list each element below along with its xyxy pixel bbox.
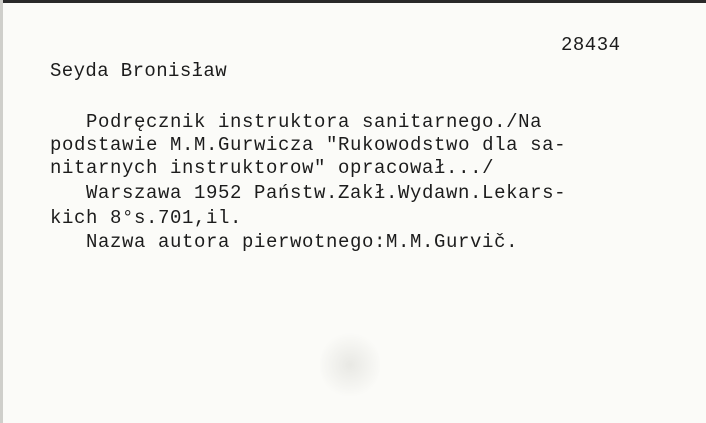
catalog-number: 28434 <box>561 34 621 56</box>
publication-line-2: kich 8°s.701,il. <box>50 207 243 229</box>
author-name: Seyda Bronisław <box>50 60 228 82</box>
description-line-3: nitarnych instruktorow" opracował.../ <box>50 157 495 179</box>
description-line-1: Podręcznik instruktora sanitarnego./Na <box>86 111 543 133</box>
paper-smudge <box>320 330 380 400</box>
card-top-edge <box>0 0 706 3</box>
original-author-line: Nazwa autora pierwotnego:M.M.Gurvič. <box>86 231 519 253</box>
publication-line-1: Warszawa 1952 Państw.Zakł.Wydawn.Lekars- <box>86 182 567 204</box>
card-left-edge <box>0 0 3 423</box>
description-line-2: podstawie M.M.Gurwicza "Rukowodstwo dla sa- <box>50 134 567 156</box>
